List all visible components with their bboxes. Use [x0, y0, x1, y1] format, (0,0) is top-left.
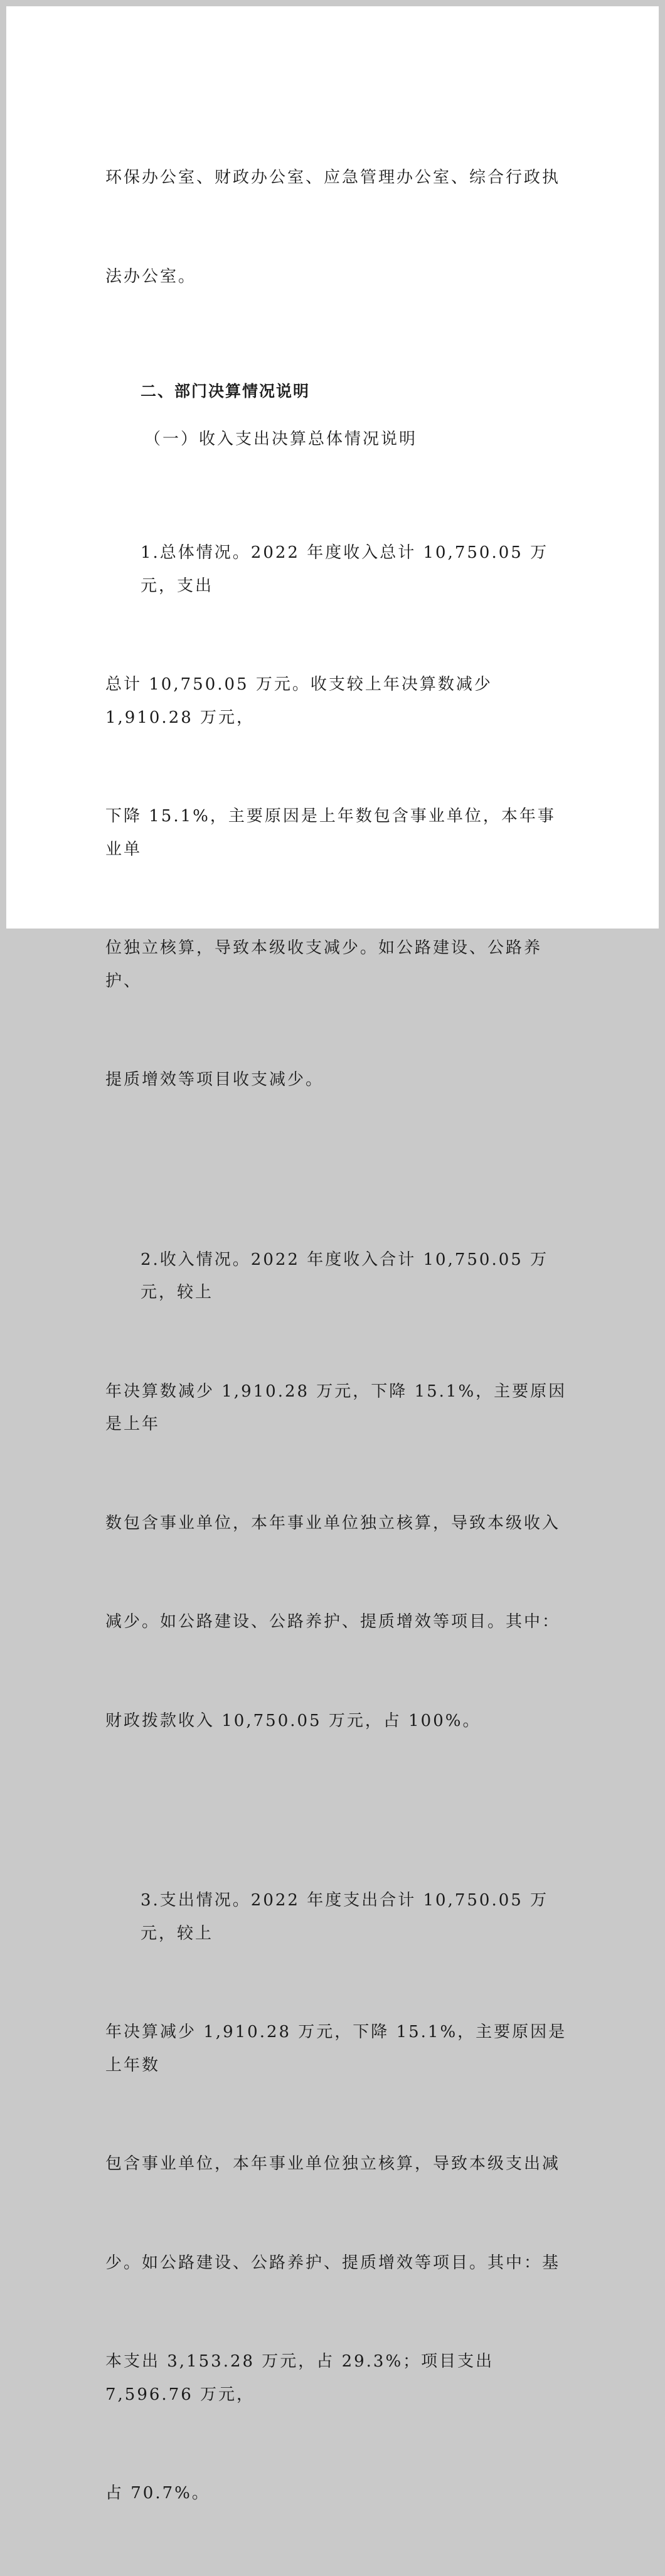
text-line: 位独立核算，导致本级收支减少。如公路建设、公路养护、 — [105, 939, 543, 991]
section-heading: 二、部门决算情况说明 — [141, 382, 311, 400]
text-line: 少。如公路建设、公路养护、提质增效等项目。其中：基 — [105, 2253, 561, 2272]
text-line: 1.总体情况。2022 年度收入总计 10,750.05 万元，支出 — [141, 543, 549, 595]
text-line: 本支出 3,153.28 万元，占 29.3%；项目支出 7,596.76 万元， — [105, 2352, 501, 2404]
text-line: 年决算数减少 1,910.28 万元，下降 15.1%，主要原因是上年 — [105, 1381, 567, 1434]
text-line: 2.收入情况。2022 年度收入合计 10,750.05 万元，较上 — [141, 1250, 549, 1302]
intro-paragraph — [105, 95, 570, 359]
text-line: 3.支出情况。2022 年度支出合计 10,750.05 万元，较上 — [141, 1891, 549, 1943]
text-line: 减少。如公路建设、公路养护、提质增效等项目。其中： — [105, 1612, 561, 1631]
income-paragraph — [105, 1178, 570, 1804]
document-body — [105, 95, 570, 2576]
text-line: 财政拨款收入 10,750.05 万元，占 100%。 — [105, 1711, 481, 1730]
document-page — [6, 6, 659, 2503]
text-line: 法办公室。 — [105, 267, 197, 286]
text-line: 数包含事业单位，本年事业单位独立核算，导致本级收入 — [105, 1513, 561, 1533]
text-line: 占 70.7%。 — [105, 2484, 210, 2503]
expenditure-paragraph — [105, 1818, 570, 2576]
text-line: 年决算减少 1,910.28 万元，下降 15.1%，主要原因是上年数 — [105, 2023, 567, 2075]
text-line: 下降 15.1%，主要原因是上年数包含事业单位，本年事业单 — [105, 807, 556, 859]
text-line: 环保办公室、财政办公室、应急管理办公室、综合行政执 — [105, 168, 561, 187]
text-line: 提质增效等项目收支减少。 — [105, 1070, 324, 1089]
overall-paragraph — [105, 471, 570, 1163]
subsection-heading: （一）收入支出决算总体情况说明 — [144, 430, 418, 449]
text-line: 总计 10,750.05 万元。收支较上年决算数减少 1,910.28 万元， — [105, 675, 500, 727]
text-line: 包含事业单位，本年事业单位独立核算，导致本级支出减 — [105, 2154, 561, 2173]
